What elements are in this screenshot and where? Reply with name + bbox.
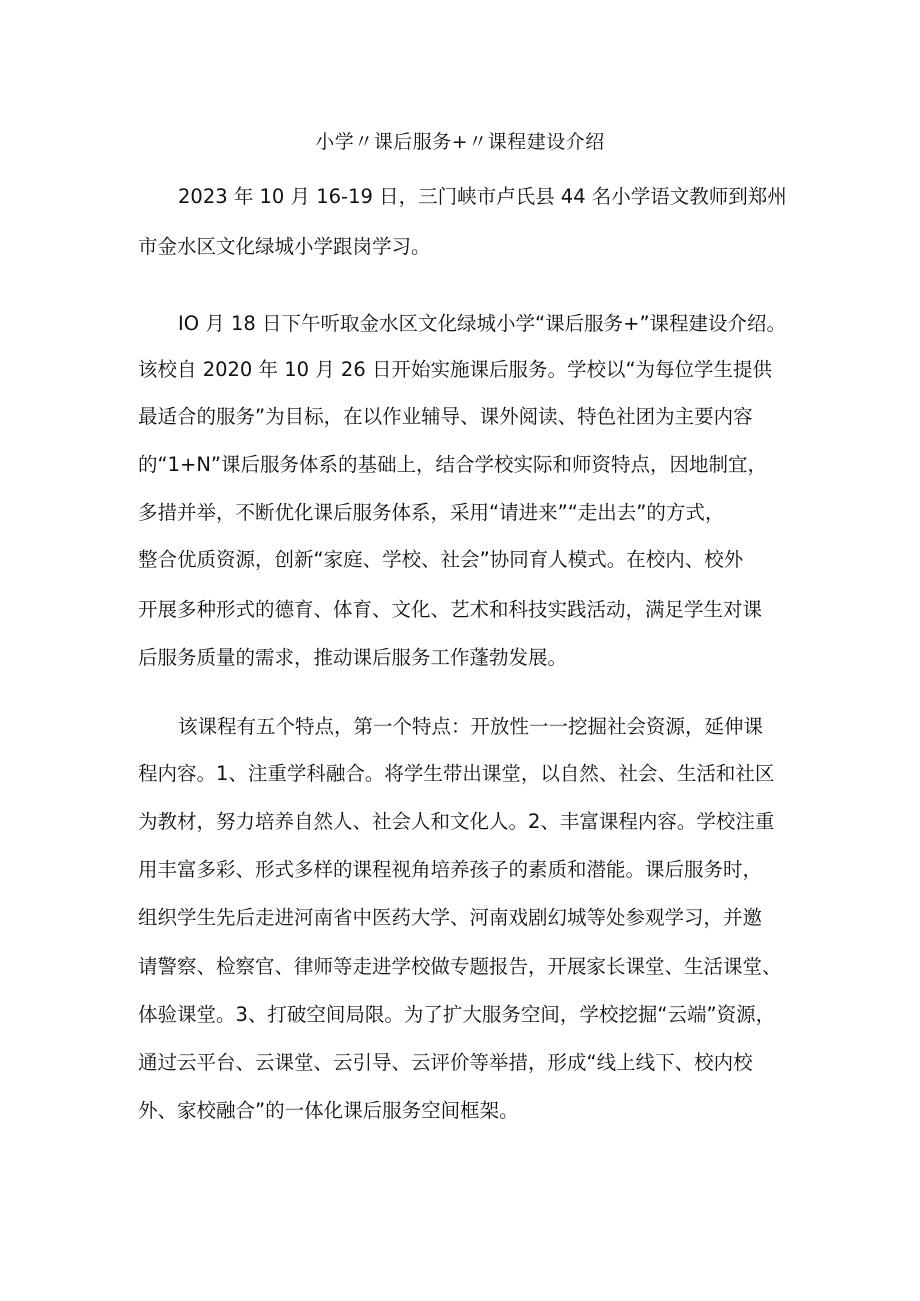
paragraph-2-line-7: 开展多种形式的德育、体育、文化、艺术和科技实践活动，满足学生对课 [138, 598, 763, 621]
paragraph-3-line-8: 通过云平台、云课堂、云引导、云评价等举措，形成“线上线下、校内校 [138, 1051, 753, 1074]
paragraph-3-line-1: 该课程有五个特点，第一个特点：开放性一一挖掘社会资源，延伸课 [178, 715, 764, 738]
paragraph-3-line-5: 组织学生先后走进河南省中医药大学、河南戏剧幻城等处参观学习，并邀 [138, 906, 763, 929]
paragraph-1-line-2: 市金水区文化绿城小学跟岗学习。 [138, 235, 431, 258]
paragraph-2-line-2: 该校自 2020 年 10 月 26 日开始实施课后服务。学校以“为每位学生提供 [138, 358, 773, 381]
paragraph-3-line-2: 程内容。1、注重学科融合。将学生带出课堂，以自然、社会、生活和社区 [138, 762, 775, 785]
paragraph-2-line-4: 的“1+N”课后服务体系的基础上，结合学校实际和师资特点，因地制宜， [138, 453, 768, 476]
paragraph-2-line-8: 后服务质量的需求，推动课后服务工作蓬勃发展。 [138, 646, 568, 669]
paragraph-2-line-6: 整合优质资源，创新“家庭、学校、社会”协同育人模式。在校内、校外 [138, 548, 744, 571]
paragraph-3-line-7: 体验课堂。3、打破空间局限。为了扩大服务空间，学校挖掘“云端”资源， [138, 1003, 776, 1026]
paragraph-3-line-3: 为教材，努力培养自然人、社会人和文化人。2、丰富课程内容。学校注重 [138, 810, 775, 833]
document-title: 小学〃课后服务+〃课程建设介绍 [315, 131, 605, 153]
paragraph-3-line-4: 用丰富多彩、形式多样的课程视角培养孩子的素质和潜能。课后服务时， [138, 858, 763, 881]
paragraph-2-line-1: IO 月 18 日下午听取金水区文化绿城小学“课后服务+”课程建设介绍。 [178, 312, 787, 335]
paragraph-2-line-3: 最适合的服务”为目标，在以作业辅导、课外阅读、特色社团为主要内容 [138, 405, 753, 428]
paragraph-2-line-5: 多措并举，不断优化课后服务体系，采用“请进来”“走出去”的方式， [138, 501, 725, 524]
paragraph-1-line-1: 2023 年 10 月 16-19 日，三门峡市卢氏县 44 名小学语文教师到郑州 [178, 185, 787, 208]
paragraph-3-line-9: 外、家校融合”的一体化课后服务空间框架。 [138, 1099, 519, 1122]
paragraph-3-line-6: 请警察、检察官、律师等走进学校做专题报告，开展家长课堂、生活课堂、 [138, 955, 782, 978]
